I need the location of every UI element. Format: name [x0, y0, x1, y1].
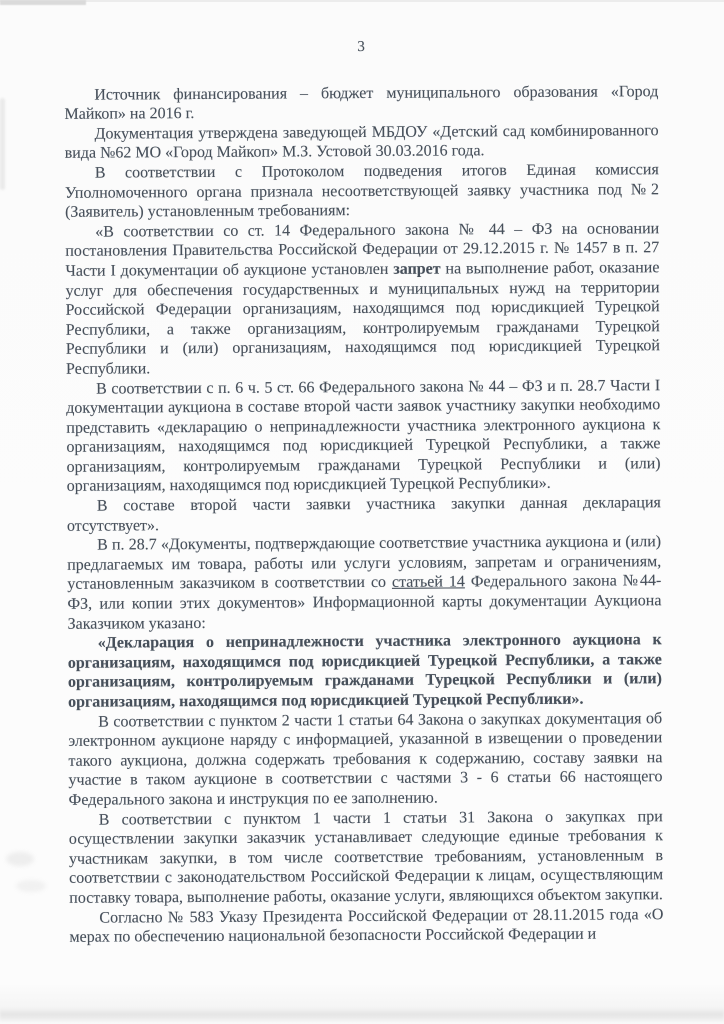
document-body [64, 82, 663, 948]
text-run: В соответствии с Протоколом подведения итогов Единая комиссия Уполномоченного органа признала несоответствующей заявку участника под №2 (Заявитель) установленным требованиям: [64, 161, 659, 221]
text-run: В составе второй части заявки участника закупки данная декларация отсутствует». [66, 494, 661, 535]
paragraph [67, 532, 662, 634]
scan-artifact-top-corner [0, 0, 86, 5]
text-run: В п. 28.7 «Документы, подтверждающие соответствие участника аукциона и (или) предлагаемых им товара, работы или услуги условиям, запретам и ограничениям, установленным заказчиком в соответствии со [67, 533, 662, 594]
text-run: Документация утверждена заведующей МБДОУ «Детский сад комбинированного вида №62 МО «Город Майкоп» М.З. Устовой 30.03.2016 года. [64, 121, 659, 163]
scan-artifact-spot [6, 852, 34, 866]
paragraph [66, 376, 661, 497]
scan-artifact-top-edge [0, 0, 724, 2]
text-run: В соответствии с пунктом 1 части 1 статьи 31 Закона о закупках при осуществлении закупки заказчик устанавливает следующие единые требования к участникам закупки, в том числе соответствие требованиям, установленным в соответствии с законодательством Российской Федерации к лицам, осуществляющим поставку товара, выполнение работы, оказание услуги, являющихся объектом закупки. [68, 807, 664, 907]
text-run: «Декларация о непринадлежности участника электронного аукциона к организациям, находящимся под юрисдикцией Турецкой Республики, а также организациям, контролируемым гражданами Турецкой Республики и (или) организациям, находящимся под юрисдикцией Турецкой Республики». [67, 631, 662, 711]
paragraph [68, 630, 662, 712]
page-number: 3 [357, 38, 365, 56]
paragraph [65, 219, 660, 379]
paragraph [65, 121, 659, 164]
paragraph [64, 82, 658, 125]
text-run: запрет [393, 260, 441, 278]
paragraph [65, 160, 659, 222]
scan-artifact-spot [16, 880, 46, 892]
paragraph [69, 807, 664, 909]
text-run: Федерального закона №44-ФЗ, или копии этих документов» Информационной карты документации Аукциона Заказчиком указано: [67, 572, 662, 633]
text-run: В соответствии с пунктом 2 части 1 статьи 64 Закона о закупках документация об электронном аукционе наряду с информацией, указанной в извещении о проведении такого аукциона, должна содержать требования к содержанию, составу заявки на участие в таком аукционе в соответствии с частями 3 - 6 статьи 66 настоящего Федерального закона и инструкция по ее заполнению. [68, 709, 663, 809]
scan-artifact-bottom-band [0, 1007, 724, 1021]
scan-artifact-left-smudge [0, 98, 5, 190]
paragraph [69, 905, 663, 948]
paragraph [68, 709, 663, 811]
document-content [64, 36, 664, 947]
text-run: статьей 14 [391, 573, 465, 592]
text-run: В соответствии с п. 6 ч. 5 ст. 66 Федерального закона № 44 – ФЗ и п. 28.7 Части I документации аукциона в составе второй части заявок участнику закупки необходимо представить «декларацию о непринадлежности участника электронного аукциона к организациям, находящимся под юрисдикцией Турецкой Республики, а также организациям, контролируемым гражданами Турецкой Республики и (или) организациям, находящимся под юрисдикцией Турецкой Республики». [66, 376, 661, 496]
text-run: Источник финансирования – бюджет муниципального образования «Город Майкоп» на 2016 г. [64, 82, 659, 124]
text-run: «В соответствии со ст. 14 Федерального закона № 44 – ФЗ на основании постановления Правительства Российской Федерации от 29.12.2015 г. № 1457 в п. 27 Части I документации об аукционе установлен [65, 219, 660, 280]
paragraph [67, 493, 661, 536]
text-run: на выполнение работ, оказание услуг для обеспечения государственных и муниципальных нужд на территории Российской Федерации организациям, находящимся под юрисдикцией Турецкой Республики, а также организациям, контролируемым гражданами Турецкой Республики и (или) организациям, находящимся под юрисдикцией Турецкой Республики. [65, 259, 660, 378]
text-run: Согласно № 583 Указу Президента Российской Федерации от 28.11.2015 года «О мерах по обеспечению национальной безопасности Российской Федерации и [69, 905, 664, 946]
